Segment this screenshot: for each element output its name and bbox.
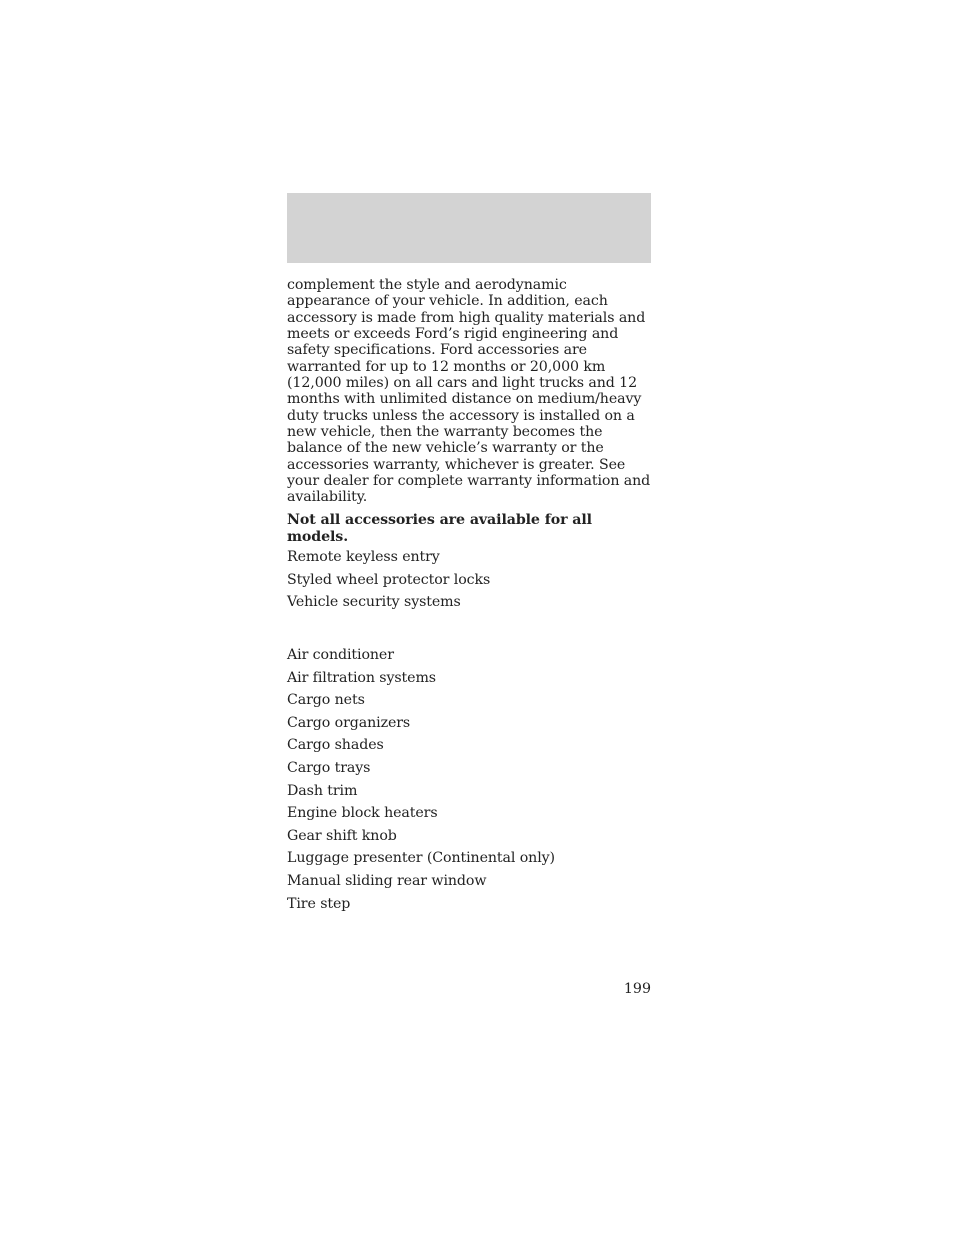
list-item: Engine block heaters	[287, 805, 438, 822]
list-item: Cargo organizers	[287, 714, 411, 731]
warranty-paragraph: complement the style and aerodynamic appearance of your vehicle. In addition, each accessory is made from high quality materials and meets or exceeds Ford’s rigid engineering and safety specifications. Ford accessories are warranted for up to 12 months or 20,000 km (12,000 miles) on all cars and light trucks and 12 months with unlimited distance on medium/heavy duty trucks unless the accessory is installed on a new vehicle, then the warranty becomes the balance of the new vehicle’s warranty or the accessories warranty, whichever is greater. See your dealer for complete warranty information and availability.	[287, 277, 651, 506]
body-text	[287, 277, 651, 546]
page-number: 199	[623, 981, 651, 997]
list-item: Vehicle security systems	[287, 594, 461, 611]
list-item: Luggage presenter (Continental only)	[287, 850, 555, 867]
header-band	[287, 193, 651, 263]
list-item: Air conditioner	[287, 647, 394, 663]
list-item: Styled wheel protector locks	[287, 571, 491, 588]
list-item: Remote keyless entry	[287, 549, 440, 565]
list-item: Cargo trays	[287, 759, 371, 776]
list-item: Gear shift knob	[287, 827, 397, 844]
availability-note: Not all accessories are available for all models.	[287, 511, 592, 545]
comfort-accessory-list	[287, 644, 555, 915]
list-item: Manual sliding rear window	[287, 872, 487, 889]
security-accessory-list	[287, 546, 490, 614]
list-item: Air filtration systems	[287, 669, 436, 686]
list-item: Tire step	[287, 895, 351, 912]
list-item: Cargo shades	[287, 737, 384, 754]
list-item: Cargo nets	[287, 692, 365, 709]
list-item: Dash trim	[287, 782, 358, 799]
